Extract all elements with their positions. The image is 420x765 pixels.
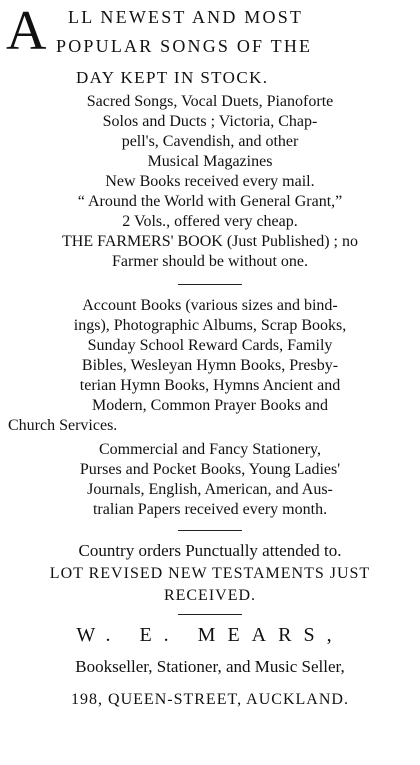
- headline: [6, 0, 414, 92]
- block2-line: Bibles, Wesleyan Hymn Books, Presby-: [81, 357, 339, 374]
- block1-line: Solos and Ducts ; Victoria, Chap-: [102, 113, 318, 130]
- merchant-name: W. E. MEARS,: [76, 624, 344, 646]
- block4-line: Country orders Punctually attended to.: [78, 541, 342, 560]
- block1-line: pell's, Cavendish, and other: [121, 133, 299, 150]
- merchant-address: 198, QUEEN-STREET, AUCKLAND.: [71, 691, 349, 708]
- block4-line: LOT REVISED NEW TESTAMENTS JUST: [49, 565, 371, 582]
- headline-line-2: POPULAR SONGS OF THE: [56, 36, 313, 56]
- block3-line: Journals, English, American, and Aus-: [87, 481, 333, 498]
- block1-line: Sacred Songs, Vocal Duets, Pianoforte: [86, 93, 334, 110]
- divider: [178, 284, 242, 285]
- block3-line: tralian Papers received every month.: [92, 501, 328, 518]
- block1-line: Farmer should be without one.: [112, 253, 308, 270]
- merchant-role: Bookseller, Stationer, and Music Seller,: [75, 657, 345, 676]
- divider: [178, 614, 242, 615]
- block2-line: Account Books (various sizes and bind-: [82, 297, 338, 314]
- block3-line: Purses and Pocket Books, Young Ladies': [79, 461, 341, 478]
- headline-line-3: DAY KEPT IN STOCK.: [76, 68, 269, 87]
- block1-line: “ Around the World with General Grant,”: [77, 193, 343, 210]
- block1-line: THE FARMERS' BOOK (Just Published) ; no: [62, 233, 358, 250]
- block4-line: RECEIVED.: [163, 587, 257, 604]
- divider: [178, 530, 242, 531]
- block1-line: 2 Vols., offered very cheap.: [122, 213, 298, 230]
- block2-line: Sunday School Reward Cards, Family: [87, 337, 333, 354]
- block2-line: Modern, Common Prayer Books and: [92, 397, 328, 414]
- block2-line: ings), Photographic Albums, Scrap Books,: [73, 317, 347, 334]
- block2-line: terian Hymn Books, Hymns Ancient and: [79, 377, 341, 394]
- drop-cap: A: [6, 0, 47, 62]
- headline-line-1: LL NEWEST AND MOST: [68, 7, 304, 27]
- block1-line: New Books received every mail.: [105, 173, 315, 190]
- block1-line: Musical Magazines: [147, 153, 273, 170]
- block2-line: Church Services.: [8, 417, 118, 434]
- block3-line: Commercial and Fancy Stationery,: [98, 441, 321, 458]
